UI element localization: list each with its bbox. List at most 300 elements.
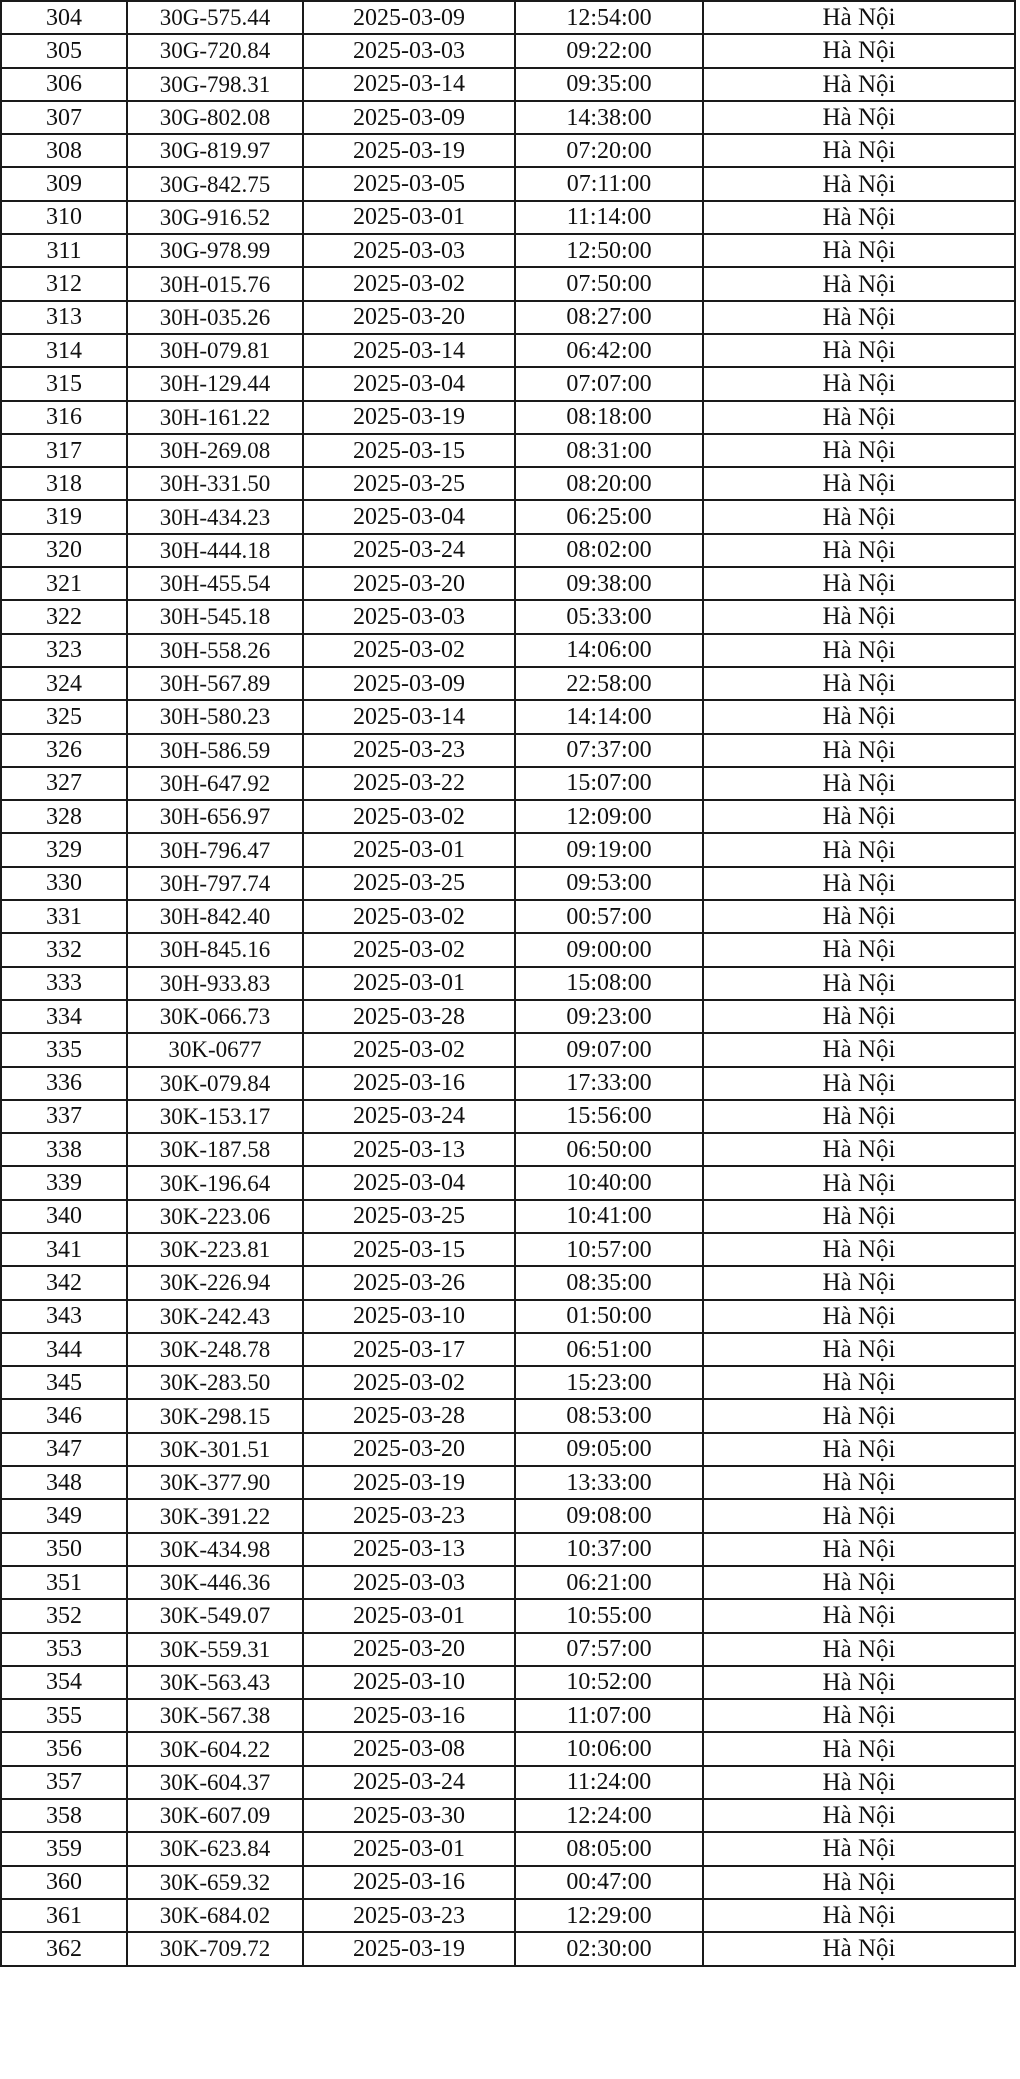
- table-row: [1, 634, 1015, 667]
- license-plate-cell: 30K-604.37: [127, 1766, 303, 1799]
- license-plate-cell: 30H-161.22: [127, 401, 303, 434]
- row-number-cell: 315: [1, 367, 127, 400]
- time-cell: 06:51:00: [515, 1333, 703, 1366]
- license-plate-cell: 30K-549.07: [127, 1599, 303, 1632]
- row-number-cell: 344: [1, 1333, 127, 1366]
- time-cell: 10:41:00: [515, 1200, 703, 1233]
- table-row: [1, 1766, 1015, 1799]
- table-row: [1, 833, 1015, 866]
- location-cell: Hà Nội: [703, 1732, 1015, 1765]
- table-row: [1, 1533, 1015, 1566]
- time-cell: 10:40:00: [515, 1166, 703, 1199]
- table-row: [1, 1499, 1015, 1532]
- location-cell: Hà Nội: [703, 68, 1015, 101]
- license-plate-cell: 30K-709.72: [127, 1932, 303, 1965]
- table-row: [1, 34, 1015, 67]
- date-cell: 2025-03-01: [303, 201, 515, 234]
- time-cell: 00:47:00: [515, 1866, 703, 1899]
- date-cell: 2025-03-13: [303, 1533, 515, 1566]
- license-plate-cell: 30H-444.18: [127, 534, 303, 567]
- location-cell: Hà Nội: [703, 734, 1015, 767]
- table-row: [1, 567, 1015, 600]
- row-number-cell: 351: [1, 1566, 127, 1599]
- license-plate-cell: 30H-647.92: [127, 767, 303, 800]
- license-plate-cell: 30H-434.23: [127, 500, 303, 533]
- license-plate-cell: 30K-659.32: [127, 1866, 303, 1899]
- row-number-cell: 312: [1, 267, 127, 300]
- row-number-cell: 328: [1, 800, 127, 833]
- table-row: [1, 667, 1015, 700]
- date-cell: 2025-03-16: [303, 1866, 515, 1899]
- table-row: [1, 267, 1015, 300]
- time-cell: 07:11:00: [515, 167, 703, 200]
- time-cell: 15:07:00: [515, 767, 703, 800]
- date-cell: 2025-03-14: [303, 68, 515, 101]
- license-plate-cell: 30H-269.08: [127, 434, 303, 467]
- time-cell: 09:38:00: [515, 567, 703, 600]
- table-row: [1, 1599, 1015, 1632]
- location-cell: Hà Nội: [703, 1, 1015, 34]
- date-cell: 2025-03-10: [303, 1300, 515, 1333]
- row-number-cell: 305: [1, 34, 127, 67]
- row-number-cell: 336: [1, 1067, 127, 1100]
- license-plate-cell: 30K-242.43: [127, 1300, 303, 1333]
- license-plate-cell: 30K-223.06: [127, 1200, 303, 1233]
- license-plate-cell: 30K-248.78: [127, 1333, 303, 1366]
- table-body: [1, 1, 1015, 1966]
- date-cell: 2025-03-01: [303, 967, 515, 1000]
- row-number-cell: 354: [1, 1666, 127, 1699]
- table-row: [1, 700, 1015, 733]
- date-cell: 2025-03-22: [303, 767, 515, 800]
- time-cell: 11:14:00: [515, 201, 703, 234]
- date-cell: 2025-03-28: [303, 1000, 515, 1033]
- location-cell: Hà Nội: [703, 134, 1015, 167]
- table-row: [1, 1932, 1015, 1965]
- row-number-cell: 318: [1, 467, 127, 500]
- date-cell: 2025-03-28: [303, 1399, 515, 1432]
- location-cell: Hà Nội: [703, 1633, 1015, 1666]
- license-plate-cell: 30H-933.83: [127, 967, 303, 1000]
- row-number-cell: 326: [1, 734, 127, 767]
- table-row: [1, 1166, 1015, 1199]
- time-cell: 07:37:00: [515, 734, 703, 767]
- row-number-cell: 313: [1, 301, 127, 334]
- license-plate-cell: 30K-604.22: [127, 1732, 303, 1765]
- location-cell: Hà Nội: [703, 1666, 1015, 1699]
- time-cell: 06:25:00: [515, 500, 703, 533]
- license-plate-cell: 30K-298.15: [127, 1399, 303, 1432]
- time-cell: 14:38:00: [515, 101, 703, 134]
- location-cell: Hà Nội: [703, 334, 1015, 367]
- row-number-cell: 357: [1, 1766, 127, 1799]
- table-row: [1, 68, 1015, 101]
- row-number-cell: 335: [1, 1033, 127, 1066]
- date-cell: 2025-03-09: [303, 1, 515, 34]
- date-cell: 2025-03-23: [303, 1499, 515, 1532]
- license-plate-cell: 30K-223.81: [127, 1233, 303, 1266]
- time-cell: 08:05:00: [515, 1832, 703, 1865]
- time-cell: 09:07:00: [515, 1033, 703, 1066]
- date-cell: 2025-03-20: [303, 301, 515, 334]
- row-number-cell: 348: [1, 1466, 127, 1499]
- date-cell: 2025-03-02: [303, 634, 515, 667]
- row-number-cell: 350: [1, 1533, 127, 1566]
- location-cell: Hà Nội: [703, 634, 1015, 667]
- date-cell: 2025-03-04: [303, 367, 515, 400]
- time-cell: 06:50:00: [515, 1133, 703, 1166]
- row-number-cell: 358: [1, 1799, 127, 1832]
- location-cell: Hà Nội: [703, 1399, 1015, 1432]
- time-cell: 15:23:00: [515, 1366, 703, 1399]
- table-row: [1, 301, 1015, 334]
- time-cell: 08:27:00: [515, 301, 703, 334]
- date-cell: 2025-03-25: [303, 867, 515, 900]
- location-cell: Hà Nội: [703, 1000, 1015, 1033]
- location-cell: Hà Nội: [703, 1433, 1015, 1466]
- table-row: [1, 734, 1015, 767]
- table-row: [1, 134, 1015, 167]
- table-row: [1, 401, 1015, 434]
- license-plate-cell: 30H-586.59: [127, 734, 303, 767]
- table-row: [1, 1399, 1015, 1432]
- date-cell: 2025-03-20: [303, 1633, 515, 1666]
- location-cell: Hà Nội: [703, 1266, 1015, 1299]
- table-row: [1, 1433, 1015, 1466]
- row-number-cell: 329: [1, 833, 127, 866]
- date-cell: 2025-03-14: [303, 700, 515, 733]
- date-cell: 2025-03-19: [303, 134, 515, 167]
- license-plate-cell: 30H-015.76: [127, 267, 303, 300]
- location-cell: Hà Nội: [703, 1899, 1015, 1932]
- table-row: [1, 1866, 1015, 1899]
- table-row: [1, 1266, 1015, 1299]
- date-cell: 2025-03-14: [303, 334, 515, 367]
- time-cell: 12:09:00: [515, 800, 703, 833]
- table-row: [1, 1233, 1015, 1266]
- time-cell: 17:33:00: [515, 1067, 703, 1100]
- license-plate-cell: 30H-797.74: [127, 867, 303, 900]
- date-cell: 2025-03-19: [303, 401, 515, 434]
- time-cell: 07:57:00: [515, 1633, 703, 1666]
- date-cell: 2025-03-02: [303, 900, 515, 933]
- time-cell: 05:33:00: [515, 600, 703, 633]
- date-cell: 2025-03-20: [303, 567, 515, 600]
- time-cell: 00:57:00: [515, 900, 703, 933]
- row-number-cell: 307: [1, 101, 127, 134]
- date-cell: 2025-03-09: [303, 101, 515, 134]
- date-cell: 2025-03-09: [303, 667, 515, 700]
- location-cell: Hà Nội: [703, 1699, 1015, 1732]
- row-number-cell: 333: [1, 967, 127, 1000]
- table-row: [1, 600, 1015, 633]
- date-cell: 2025-03-25: [303, 1200, 515, 1233]
- table-row: [1, 1466, 1015, 1499]
- table-row: [1, 1067, 1015, 1100]
- table-row: [1, 1300, 1015, 1333]
- date-cell: 2025-03-05: [303, 167, 515, 200]
- location-cell: Hà Nội: [703, 201, 1015, 234]
- location-cell: Hà Nội: [703, 1100, 1015, 1133]
- license-plate-cell: 30K-226.94: [127, 1266, 303, 1299]
- location-cell: Hà Nội: [703, 1233, 1015, 1266]
- location-cell: Hà Nội: [703, 1866, 1015, 1899]
- time-cell: 09:08:00: [515, 1499, 703, 1532]
- row-number-cell: 332: [1, 933, 127, 966]
- table-row: [1, 101, 1015, 134]
- row-number-cell: 362: [1, 1932, 127, 1965]
- table-row: [1, 1100, 1015, 1133]
- date-cell: 2025-03-02: [303, 933, 515, 966]
- location-cell: Hà Nội: [703, 534, 1015, 567]
- location-cell: Hà Nội: [703, 700, 1015, 733]
- table-row: [1, 1333, 1015, 1366]
- row-number-cell: 310: [1, 201, 127, 234]
- date-cell: 2025-03-23: [303, 734, 515, 767]
- table-row: [1, 867, 1015, 900]
- license-plate-cell: 30H-455.54: [127, 567, 303, 600]
- date-cell: 2025-03-02: [303, 1033, 515, 1066]
- table-row: [1, 1666, 1015, 1699]
- license-plate-cell: 30H-796.47: [127, 833, 303, 866]
- row-number-cell: 324: [1, 667, 127, 700]
- table-row: [1, 1832, 1015, 1865]
- date-cell: 2025-03-02: [303, 267, 515, 300]
- time-cell: 12:54:00: [515, 1, 703, 34]
- table-row: [1, 334, 1015, 367]
- row-number-cell: 317: [1, 434, 127, 467]
- table-row: [1, 967, 1015, 1000]
- time-cell: 09:19:00: [515, 833, 703, 866]
- license-plate-cell: 30H-129.44: [127, 367, 303, 400]
- time-cell: 10:57:00: [515, 1233, 703, 1266]
- row-number-cell: 311: [1, 234, 127, 267]
- date-cell: 2025-03-16: [303, 1067, 515, 1100]
- location-cell: Hà Nội: [703, 434, 1015, 467]
- license-plate-cell: 30K-559.31: [127, 1633, 303, 1666]
- table-row: [1, 234, 1015, 267]
- table-row: [1, 167, 1015, 200]
- row-number-cell: 347: [1, 1433, 127, 1466]
- row-number-cell: 339: [1, 1166, 127, 1199]
- license-plate-cell: 30H-842.40: [127, 900, 303, 933]
- license-plate-cell: 30K-391.22: [127, 1499, 303, 1532]
- time-cell: 08:53:00: [515, 1399, 703, 1432]
- location-cell: Hà Nội: [703, 1799, 1015, 1832]
- table-row: [1, 767, 1015, 800]
- license-plate-cell: 30G-916.52: [127, 201, 303, 234]
- location-cell: Hà Nội: [703, 1366, 1015, 1399]
- location-cell: Hà Nội: [703, 267, 1015, 300]
- time-cell: 06:21:00: [515, 1566, 703, 1599]
- date-cell: 2025-03-15: [303, 434, 515, 467]
- table-row: [1, 1200, 1015, 1233]
- time-cell: 11:24:00: [515, 1766, 703, 1799]
- time-cell: 11:07:00: [515, 1699, 703, 1732]
- license-plate-cell: 30K-153.17: [127, 1100, 303, 1133]
- time-cell: 12:24:00: [515, 1799, 703, 1832]
- location-cell: Hà Nội: [703, 1133, 1015, 1166]
- license-plate-cell: 30K-446.36: [127, 1566, 303, 1599]
- row-number-cell: 355: [1, 1699, 127, 1732]
- date-cell: 2025-03-16: [303, 1699, 515, 1732]
- time-cell: 09:22:00: [515, 34, 703, 67]
- date-cell: 2025-03-01: [303, 833, 515, 866]
- table-row: [1, 1133, 1015, 1166]
- row-number-cell: 334: [1, 1000, 127, 1033]
- time-cell: 10:52:00: [515, 1666, 703, 1699]
- table-row: [1, 434, 1015, 467]
- time-cell: 08:18:00: [515, 401, 703, 434]
- location-cell: Hà Nội: [703, 1466, 1015, 1499]
- time-cell: 15:08:00: [515, 967, 703, 1000]
- row-number-cell: 338: [1, 1133, 127, 1166]
- location-cell: Hà Nội: [703, 1932, 1015, 1965]
- row-number-cell: 341: [1, 1233, 127, 1266]
- row-number-cell: 322: [1, 600, 127, 633]
- location-cell: Hà Nội: [703, 1832, 1015, 1865]
- table-row: [1, 1, 1015, 34]
- date-cell: 2025-03-01: [303, 1599, 515, 1632]
- row-number-cell: 325: [1, 700, 127, 733]
- date-cell: 2025-03-23: [303, 1899, 515, 1932]
- license-plate-cell: 30K-623.84: [127, 1832, 303, 1865]
- license-plate-cell: 30G-842.75: [127, 167, 303, 200]
- license-plate-cell: 30H-079.81: [127, 334, 303, 367]
- row-number-cell: 343: [1, 1300, 127, 1333]
- location-cell: Hà Nội: [703, 1766, 1015, 1799]
- location-cell: Hà Nội: [703, 600, 1015, 633]
- date-cell: 2025-03-15: [303, 1233, 515, 1266]
- row-number-cell: 346: [1, 1399, 127, 1432]
- license-plate-cell: 30G-978.99: [127, 234, 303, 267]
- table-row: [1, 467, 1015, 500]
- row-number-cell: 314: [1, 334, 127, 367]
- time-cell: 08:02:00: [515, 534, 703, 567]
- table-row: [1, 1633, 1015, 1666]
- table-row: [1, 900, 1015, 933]
- table-row: [1, 933, 1015, 966]
- row-number-cell: 304: [1, 1, 127, 34]
- location-cell: Hà Nội: [703, 1566, 1015, 1599]
- license-plate-cell: 30G-720.84: [127, 34, 303, 67]
- date-cell: 2025-03-03: [303, 1566, 515, 1599]
- location-cell: Hà Nội: [703, 900, 1015, 933]
- location-cell: Hà Nội: [703, 1166, 1015, 1199]
- date-cell: 2025-03-03: [303, 234, 515, 267]
- location-cell: Hà Nội: [703, 1200, 1015, 1233]
- license-plate-cell: 30H-035.26: [127, 301, 303, 334]
- location-cell: Hà Nội: [703, 867, 1015, 900]
- location-cell: Hà Nội: [703, 101, 1015, 134]
- row-number-cell: 361: [1, 1899, 127, 1932]
- date-cell: 2025-03-13: [303, 1133, 515, 1166]
- license-plate-cell: 30K-607.09: [127, 1799, 303, 1832]
- table-row: [1, 1033, 1015, 1066]
- time-cell: 07:20:00: [515, 134, 703, 167]
- date-cell: 2025-03-04: [303, 500, 515, 533]
- time-cell: 14:06:00: [515, 634, 703, 667]
- table-row: [1, 1899, 1015, 1932]
- license-plate-cell: 30K-684.02: [127, 1899, 303, 1932]
- table-row: [1, 1000, 1015, 1033]
- time-cell: 10:06:00: [515, 1732, 703, 1765]
- table-row: [1, 367, 1015, 400]
- license-plate-cell: 30G-802.08: [127, 101, 303, 134]
- table-row: [1, 1699, 1015, 1732]
- date-cell: 2025-03-02: [303, 1366, 515, 1399]
- date-cell: 2025-03-03: [303, 600, 515, 633]
- license-plate-cell: 30K-187.58: [127, 1133, 303, 1166]
- time-cell: 14:14:00: [515, 700, 703, 733]
- location-cell: Hà Nội: [703, 1067, 1015, 1100]
- time-cell: 13:33:00: [515, 1466, 703, 1499]
- row-number-cell: 356: [1, 1732, 127, 1765]
- license-plate-cell: 30H-656.97: [127, 800, 303, 833]
- date-cell: 2025-03-08: [303, 1732, 515, 1765]
- license-plate-cell: 30H-545.18: [127, 600, 303, 633]
- table-row: [1, 534, 1015, 567]
- time-cell: 09:05:00: [515, 1433, 703, 1466]
- table-row: [1, 1366, 1015, 1399]
- row-number-cell: 323: [1, 634, 127, 667]
- location-cell: Hà Nội: [703, 301, 1015, 334]
- date-cell: 2025-03-25: [303, 467, 515, 500]
- location-cell: Hà Nội: [703, 1533, 1015, 1566]
- row-number-cell: 308: [1, 134, 127, 167]
- time-cell: 06:42:00: [515, 334, 703, 367]
- table-row: [1, 500, 1015, 533]
- license-plate-cell: 30K-196.64: [127, 1166, 303, 1199]
- table-row: [1, 800, 1015, 833]
- time-cell: 08:20:00: [515, 467, 703, 500]
- time-cell: 12:50:00: [515, 234, 703, 267]
- license-plate-cell: 30K-563.43: [127, 1666, 303, 1699]
- time-cell: 09:00:00: [515, 933, 703, 966]
- location-cell: Hà Nội: [703, 800, 1015, 833]
- table-row: [1, 1732, 1015, 1765]
- location-cell: Hà Nội: [703, 1333, 1015, 1366]
- location-cell: Hà Nội: [703, 1033, 1015, 1066]
- date-cell: 2025-03-26: [303, 1266, 515, 1299]
- time-cell: 07:07:00: [515, 367, 703, 400]
- license-plate-cell: 30G-798.31: [127, 68, 303, 101]
- date-cell: 2025-03-03: [303, 34, 515, 67]
- row-number-cell: 349: [1, 1499, 127, 1532]
- table-row: [1, 1799, 1015, 1832]
- date-cell: 2025-03-04: [303, 1166, 515, 1199]
- location-cell: Hà Nội: [703, 833, 1015, 866]
- table-row: [1, 201, 1015, 234]
- date-cell: 2025-03-24: [303, 534, 515, 567]
- row-number-cell: 321: [1, 567, 127, 600]
- time-cell: 10:55:00: [515, 1599, 703, 1632]
- license-plate-cell: 30G-819.97: [127, 134, 303, 167]
- row-number-cell: 353: [1, 1633, 127, 1666]
- license-plate-cell: 30K-0677: [127, 1033, 303, 1066]
- date-cell: 2025-03-20: [303, 1433, 515, 1466]
- row-number-cell: 359: [1, 1832, 127, 1865]
- location-cell: Hà Nội: [703, 500, 1015, 533]
- time-cell: 09:23:00: [515, 1000, 703, 1033]
- license-plate-cell: 30G-575.44: [127, 1, 303, 34]
- table-row: [1, 1566, 1015, 1599]
- location-cell: Hà Nội: [703, 167, 1015, 200]
- date-cell: 2025-03-24: [303, 1100, 515, 1133]
- location-cell: Hà Nội: [703, 467, 1015, 500]
- time-cell: 01:50:00: [515, 1300, 703, 1333]
- license-plate-cell: 30K-066.73: [127, 1000, 303, 1033]
